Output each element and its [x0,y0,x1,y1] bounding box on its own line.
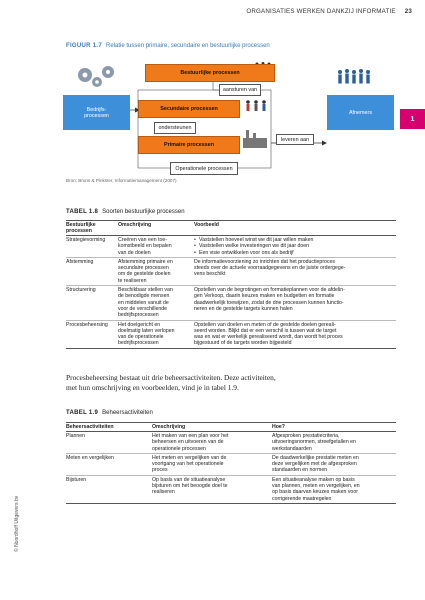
table2-cell-desc: Op basis van de situatieanalyse bijsturen om het beoogde doel te realiseren [152,475,272,503]
leveren-label-box [276,134,314,145]
secundaire-processen-box [138,100,240,118]
gear-icon [78,66,114,87]
table2-header-1: Omschrijving [152,423,272,432]
table1-title: Soorten bestuurlijke processen [102,209,185,215]
table1-cell-example: De informatievoorziening zo inrichten dat het productieproces steeds over de actuele voorraadgegevens en de juiste ordergege- vens beschikt [194,257,396,285]
table-row [66,257,396,285]
table1-cell-desc: Het doelgericht en doelmatig laten verlopen van de operationele bedrijfsprocessen [118,320,194,348]
table1-bullet: • Een visie ontwikkelen voor ons als bedrijf [194,250,394,256]
table2-cell-desc: Het meten en vergelijken van de voortgang van het operationele proces [152,453,272,475]
figure-title: Relatie tussen primaire, secundaire en bestuurlijke processen [106,43,270,49]
table1-header-row [66,221,396,236]
worker-icon [246,100,266,111]
page-number: 23 [404,8,412,15]
table2-cell-how: Afgesproken prestatiecriteria, uitvoeringsnormen, streefgetallen en werkstandaarden [272,432,396,454]
table2-cell-name: Meten en vergelijken [66,453,152,475]
aansturen-label: aansturen van [222,87,258,93]
table-row [66,475,396,503]
table2-header-0: Beheersactiviteiten [66,423,152,432]
table2-label: TABEL 1.9 [66,410,99,416]
table2 [66,422,396,504]
table1-cell-example: Opstellen van de begrotingen en formatieplannen voor de afdelin- gen Verkoop, daarin keuzes maken en budgetten en formatie daadwerkelijk toewijzen, zodat de drie processen kunnen functio- neren en de gestelde targets kunnen halen [194,286,396,320]
table1 [66,220,396,349]
bestuurlijke-processen-label: Bestuurlijke processen [180,70,240,76]
leveren-arrowhead [322,141,327,146]
people-icon [338,69,370,84]
table1-cell-name: Procesbeheersing [66,320,118,348]
running-header-title: ORGANISATIES WERKEN DANKZIJ INFORMATIE [246,8,396,15]
ondersteunen-label: ondersteunen [158,125,192,131]
table1-bullet: • Vaststellen welke investeringen we dit jaar doen [194,243,394,249]
table2-cell-name: Bijsturen [66,475,152,503]
factory-icon [243,130,267,148]
bestuurlijke-processen-box [145,64,275,82]
table1-label: TABEL 1.8 [66,209,99,215]
table2-header-row [66,423,396,432]
primaire-processen-box [138,136,240,154]
table1-header-2: Voorbeeld [194,221,396,236]
table1-cell-name: Structurering [66,286,118,320]
copyright-vertical: © Noordhoff Uitgevers bv [14,495,20,552]
table1-cell-desc: Afstemming primaire en secundaire processen om de gestelde doelen te realiseren [118,257,194,285]
ondersteunen-label-box [154,122,196,134]
body-paragraph: Procesbeheersing bestaat uit drie beheersactiviteiten. Deze activiteiten, met hun omschrijving en voorbeelden, vind je in tabel 1.9. [66,373,276,392]
table-row [66,286,396,320]
table2-cell-how: De daadwerkelijke prestatie meten en deze vergelijken met de afgesproken standaarden en normen [272,453,396,475]
primaire-processen-label: Primaire processen [163,142,215,148]
table1-cell-name: Afstemming [66,257,118,285]
bedrijfsprocessen-label: Bedrijfs- processen [84,106,109,119]
aansturen-label-box [219,84,261,96]
table-row [66,236,396,258]
table2-caption [66,410,153,416]
table2-cell-how: Een situatieanalyse maken op basis van plannen, meten en vergelijken, en op basis daarvan keuzes maken voor corrigerende maatregelen [272,475,396,503]
table2-cell-desc: Het maken van een plan voor het beheersen en uitvoeren van de operationele processen [152,432,272,454]
table1-header-1: Omschrijving [118,221,194,236]
table1-caption [66,209,185,215]
table1-cell-name: Strategievorming [66,236,118,258]
table-row [66,320,396,348]
process-diagram [0,0,425,200]
afnemers-label: Afnemers [348,109,373,116]
figure-source: Bron: Bruns & Pinkster, Informatiemanagement (2007) [66,178,177,183]
chapter-tab: 1 [400,109,425,129]
table2-title: Beheersactiviteiten [102,410,153,416]
operationele-processen-label: Operationele processen [175,165,233,172]
table1-cell-example: Opstellen van doelen en meten of de gestelde doelen gereali- seerd worden. Blijkt dat er een verschil is tussen wat de target was en wat er werkelijk gerealiseerd wordt, dan wordt het proces bijgestuurd of de targets worden bijgesteld [194,320,396,348]
table2-header-2: Hoe? [272,423,396,432]
table2-cell-name: Plannen [66,432,152,454]
afnemers-block [327,95,394,130]
table1-cell-desc: Beschikbaar stellen van de benodigde mensen en middelen vanuit de voor de verschillende bedrijfsprocessen [118,286,194,320]
figure-label: FIGUUR 1.7 [66,43,103,49]
leveren-label: leveren aan [280,136,310,143]
table-row [66,432,396,454]
table1-cell-example [194,236,396,258]
table-row [66,453,396,475]
secundaire-processen-label: Secundaire processen [160,106,218,112]
bedrijfsprocessen-block [63,95,130,130]
table1-header-0: Bestuurlijke processen [66,221,118,236]
table1-bullet: • Vaststellen hoeveel winst we dit jaar willen maken [194,237,394,243]
operationele-processen-box [170,162,238,175]
table1-cell-desc: Creëren van een toe- komstbeeld en bepalen van de doelen [118,236,194,258]
